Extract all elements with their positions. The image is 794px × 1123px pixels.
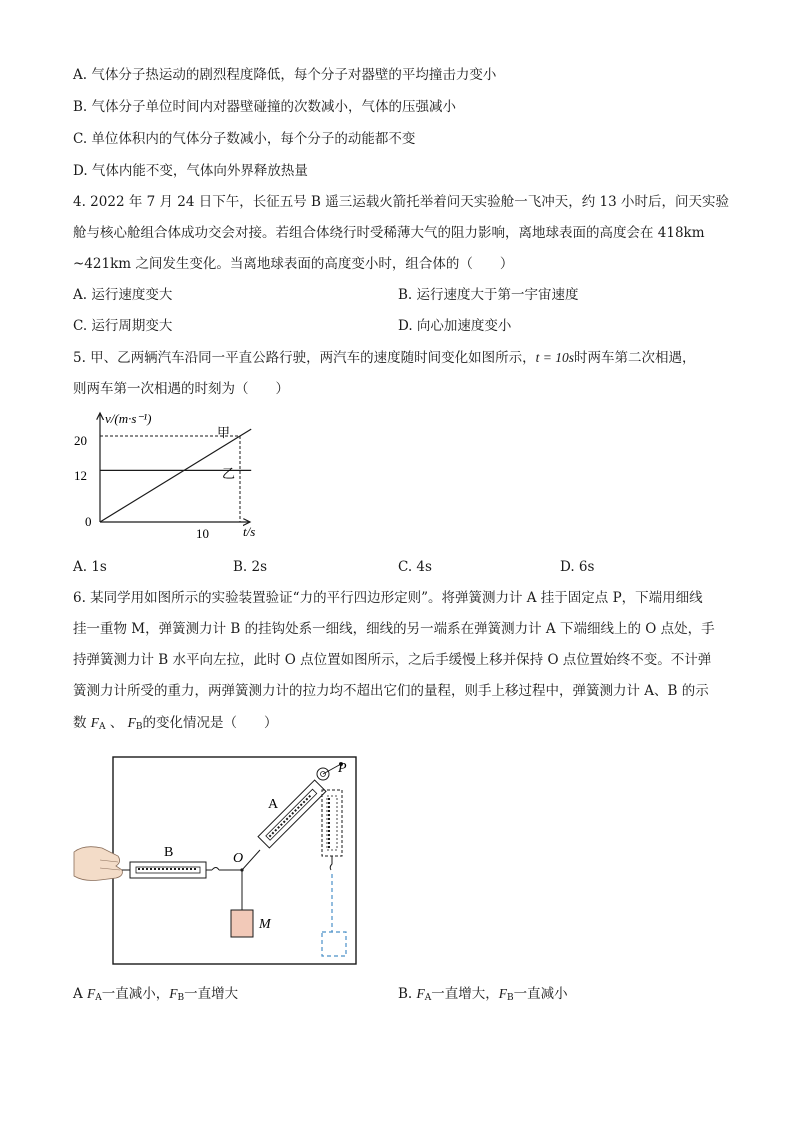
q6-option-a-text1: 一直减小， [101,986,170,1002]
q5-stem-tail: 时两车第二次相遇， [574,350,696,366]
velocity-time-chart [65,405,265,550]
y-axis-label: v/(m·s⁻¹) [105,411,152,426]
q5-option-c: C. 4s [398,559,432,575]
q6-option-b [398,985,568,1007]
q6-stem-line3: 持弹簧测力计 B 水平向左拉，此时 O 点位置如图所示，之后手缓慢上移并保持 O 点位置始终不变。不计弹 [73,652,712,668]
q6-option-b-text1: 一直增大， [431,986,499,1002]
q3-option-d: D. 气体内能不变，气体向外界释放热量 [73,163,308,179]
string-o-a [242,850,260,870]
q6-option-b-fa: F [416,986,425,1001]
q6-option-b-fb: F [498,986,508,1001]
fa-subscript: A [99,722,106,732]
q6-stem-line5 [73,714,278,736]
q6-option-a-fb-sub: B [177,993,185,1003]
q6-stem-line4: 簧测力计所受的重力，两弹簧测力计的拉力均不超出它们的量程，则手上移过程中，弹簧测力计 A、B 的示 [73,683,709,699]
q6-stem-line2: 挂一重物 M，弹簧测力计 B 的挂钩处系一细线，细线的另一端系在弹簧测力计 A 下端细线上的 O 点处，手 [73,621,715,637]
series-jia-label: 甲 [217,425,231,440]
q3-option-a: A. 气体分子热运动的剧烈程度降低，每个分子对器壁的平均撞击力变小 [73,67,497,83]
q5-stem-time: t = 10s [535,350,575,365]
q5-option-b: B. 2s [233,559,268,575]
q4-stem-line3: ~421km 之间发生变化。当离地球表面的高度变小时，组合体的（ ） [73,256,514,272]
q6-option-a [73,985,238,1007]
y-tick-20: 20 [74,433,87,448]
q6-option-b-text2: 一直减小 [513,986,568,1002]
q6-option-a-text2: 一直增大 [184,986,239,1002]
q3-option-c: C. 单位体积内的气体分子数减小，每个分子的动能都不变 [73,131,416,147]
q6-option-a-fb: F [169,986,178,1001]
spring-scale-figure [70,752,370,972]
dashed-scale-a-original [322,790,342,870]
label-b: B [164,845,174,860]
origin-label: 0 [85,514,92,529]
q6-option-a-fa: F [87,986,96,1001]
weight-m [231,910,253,937]
y-tick-12: 12 [74,468,87,483]
q4-option-b: B. 运行速度大于第一宇宙速度 [398,287,579,303]
x-axis-label: t/s [243,524,256,539]
q4-option-c: C. 运行周期变大 [73,318,173,334]
q6-stem-tail: 的变化情况是（ ） [142,715,278,731]
q4-option-d: D. 向心加速度变小 [398,318,512,334]
x-tick-10: 10 [196,526,209,541]
spring-scale-b [122,862,219,878]
q5-stem-line2: 则两车第一次相遇的时刻为（ ） [73,381,289,397]
q5-option-a: A. 1s [73,559,107,575]
q4-option-a: A. 运行速度变大 [73,287,173,303]
q5-stem-text: 5. 甲、乙两辆汽车沿同一平直公路行驶，两汽车的速度随时间变化如图所示， [73,350,536,366]
q6-sep: 、 [109,715,124,731]
label-p: P [338,761,347,776]
q6-option-a-prefix: A [73,986,88,1002]
label-m: M [259,917,271,932]
label-o: O [233,851,244,866]
q6-option-b-fa-sub: A [424,993,432,1003]
hand-icon [74,847,122,881]
fb-subscript: B [135,722,143,732]
q3-option-b: B. 气体分子单位时间内对器壁碰撞的次数减小，气体的压强减小 [73,99,457,115]
q6-stem-line1: 6. 某同学用如图所示的实验装置验证“力的平行四边形定则”。将弹簧测力计 A 挂于固定点 P，下端用细线 [73,590,703,606]
fa-symbol: F [90,715,100,730]
dashed-weight-original [322,932,346,956]
q6-option-b-prefix: B. [398,986,417,1002]
series-yi-label: 乙 [222,466,236,481]
spring-scale-a [258,780,326,848]
label-a: A [268,797,279,812]
fb-symbol: F [127,715,136,730]
q5-stem-line1 [73,349,696,367]
q4-stem-line2: 舱与核心舱组合体成功交会对接。若组合体绕行时受稀薄大气的阻力影响，离地球表面的高度会在 418km [73,225,705,241]
q4-stem-line1: 4. 2022 年 7 月 24 日下午，长征五号 B 遥三运载火箭托举着问天实验舱一飞冲天，约 13 小时后，问天实验 [73,194,730,210]
q6-stem-word: 数 [73,715,87,731]
q5-option-d: D. 6s [560,559,595,575]
q6-option-a-fa-sub: A [95,993,102,1003]
q6-option-b-fb-sub: B [507,993,514,1003]
